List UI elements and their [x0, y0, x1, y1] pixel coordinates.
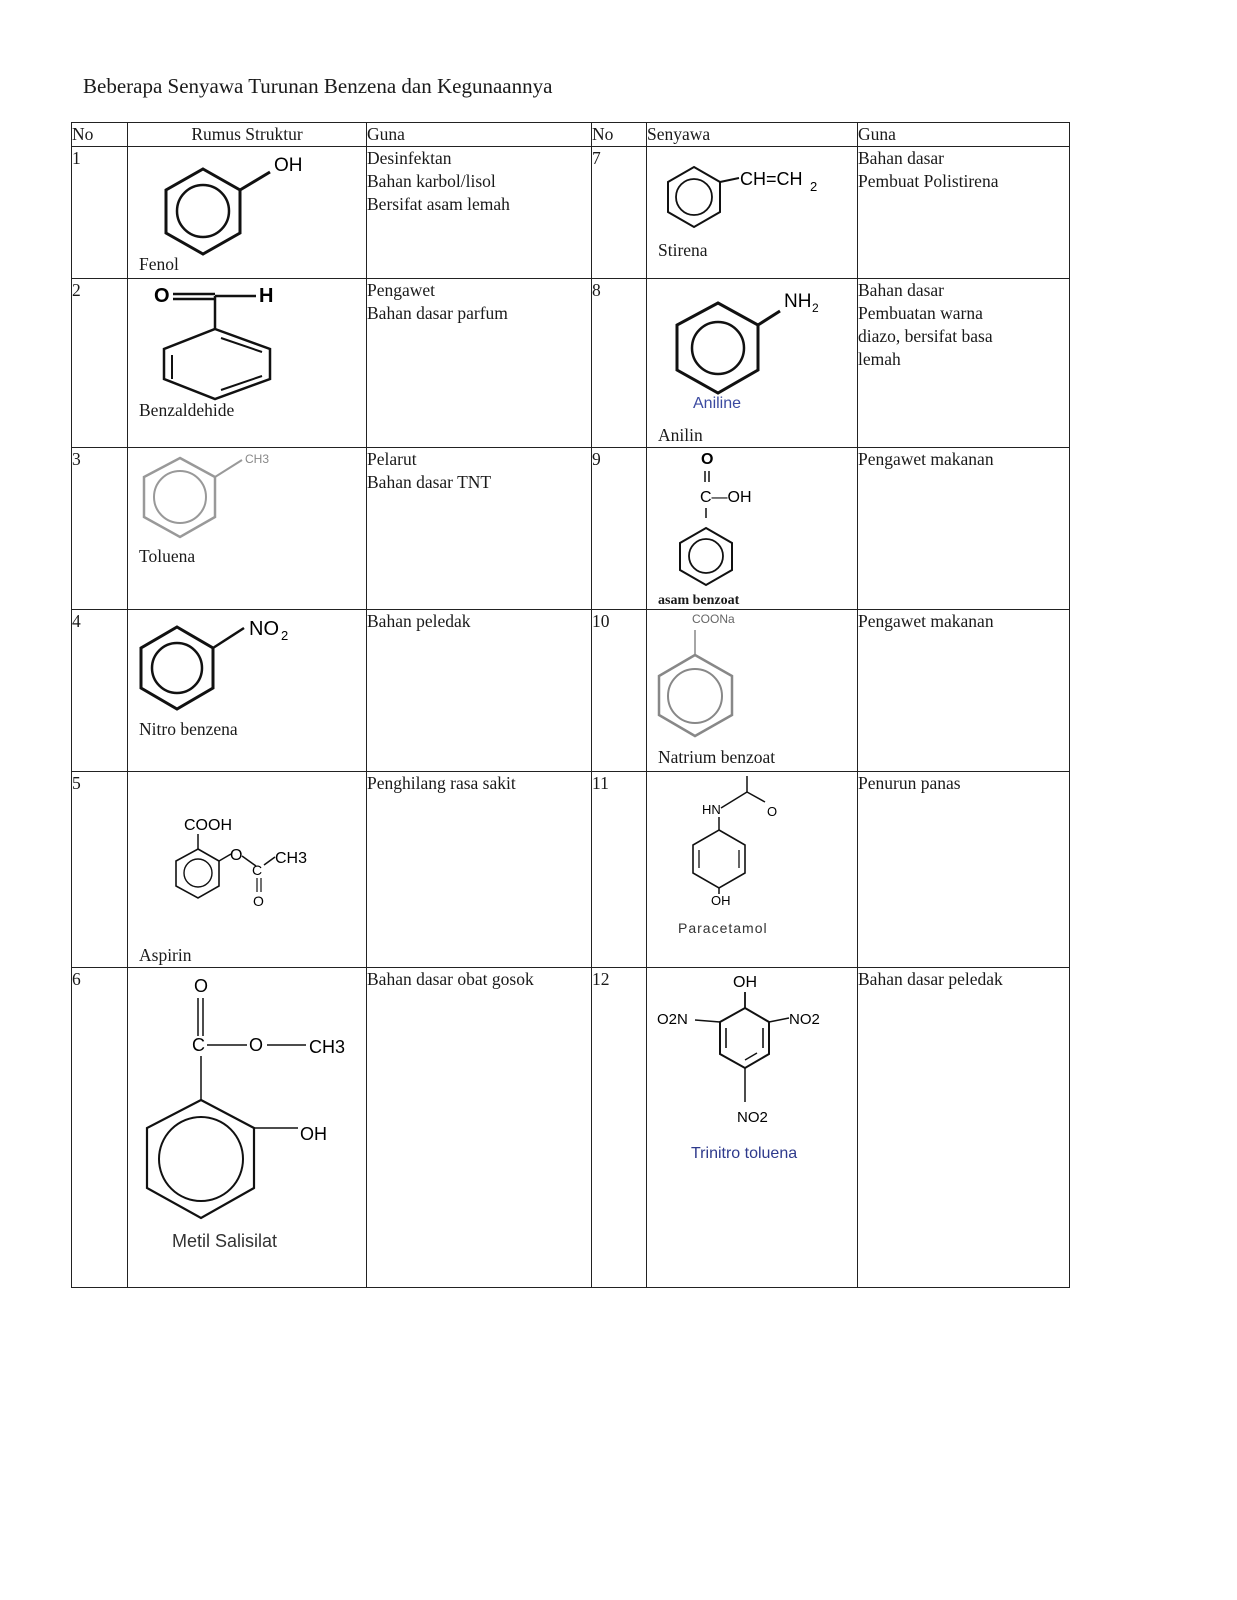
- structure-cell: [128, 448, 367, 610]
- structure-cell: [647, 610, 858, 772]
- structure-cell: [128, 610, 367, 772]
- formula-label: H: [259, 285, 274, 307]
- uses-cell: Bahan dasar obat gosok: [367, 968, 592, 1288]
- table-row: [72, 610, 1070, 772]
- formula-subscript: 2: [812, 301, 819, 315]
- uses-cell: Pengawet makanan: [858, 610, 1070, 772]
- formula-label: NO: [249, 618, 279, 640]
- compound-name: Metil Salisilat: [172, 1231, 278, 1251]
- anilin-structure: [647, 279, 858, 447]
- formula-label: CH3: [309, 1037, 346, 1057]
- formula-label: OH: [711, 893, 731, 908]
- header-row: [72, 123, 1070, 147]
- compound-name: Stirena: [658, 240, 708, 260]
- formula-label: NO2: [737, 1109, 768, 1126]
- row-number: 9: [592, 448, 647, 610]
- header-guna-right: Guna: [858, 123, 1070, 147]
- formula-label: C—OH: [700, 489, 752, 506]
- header-guna-left: Guna: [367, 123, 592, 147]
- structure-caption: Aniline: [693, 395, 742, 412]
- formula-label: HN: [702, 802, 721, 817]
- toluena-structure: [128, 448, 367, 609]
- compound-name: Paracetamol: [678, 920, 768, 936]
- row-number: 1: [72, 147, 128, 279]
- formula-label: C: [192, 1035, 205, 1055]
- formula-label: OH: [300, 1124, 327, 1144]
- table-row: [72, 968, 1070, 1288]
- table-row: [72, 772, 1070, 968]
- formula-label: CH=CH: [740, 169, 803, 189]
- structure-cell: [128, 968, 367, 1288]
- formula-label: OH: [733, 974, 757, 991]
- table-row: [72, 279, 1070, 448]
- formula-label: O: [194, 976, 209, 996]
- formula-label: CH3: [245, 452, 270, 466]
- row-number: 11: [592, 772, 647, 968]
- formula-label: O: [249, 1035, 264, 1055]
- header-no-right: No: [592, 123, 647, 147]
- structure-cell: [647, 772, 858, 968]
- trinitro-toluena-structure: [647, 968, 858, 1287]
- uses-cell: Penghilang rasa sakit: [367, 772, 592, 968]
- row-number: 6: [72, 968, 128, 1288]
- formula-label: O: [767, 804, 778, 819]
- row-number: 3: [72, 448, 128, 610]
- compound-name: Aspirin: [139, 945, 192, 965]
- uses-cell: Pelarut Bahan dasar TNT: [367, 448, 592, 610]
- formula-label: NH: [784, 291, 812, 312]
- formula-label: O: [230, 847, 243, 864]
- nitro-benzena-structure: [128, 610, 367, 771]
- uses-cell: Bahan peledak: [367, 610, 592, 772]
- compound-name: Benzaldehide: [139, 400, 235, 420]
- structure-cell: [647, 448, 858, 610]
- formula-subscript: 2: [281, 628, 289, 643]
- formula-label: O: [253, 893, 264, 909]
- compound-name: Fenol: [139, 254, 179, 274]
- row-number: 8: [592, 279, 647, 448]
- formula-subscript: 2: [810, 179, 818, 194]
- row-number: 4: [72, 610, 128, 772]
- uses-cell: Bahan dasar Pembuat Polistirena: [858, 147, 1070, 279]
- compound-name: Toluena: [139, 546, 196, 566]
- header-struktur: Rumus Struktur: [128, 123, 367, 147]
- table-row: [72, 448, 1070, 610]
- row-number: 5: [72, 772, 128, 968]
- page-title: Beberapa Senyawa Turunan Benzena dan Kegunaannya: [83, 74, 553, 98]
- uses-cell: Bahan dasar Pembuatan warna diazo, bersifat basa lemah: [858, 279, 1070, 448]
- uses-cell: Bahan dasar peledak: [858, 968, 1070, 1288]
- compound-name: Nitro benzena: [139, 719, 238, 739]
- formula-label: OH: [274, 155, 303, 176]
- aspirin-structure: [128, 772, 367, 967]
- formula-label: O: [154, 285, 170, 307]
- compound-name: asam benzoat: [658, 593, 740, 608]
- formula-label: COONa: [692, 612, 735, 626]
- compounds-table: [71, 122, 1070, 1288]
- header-no-left: No: [72, 123, 128, 147]
- uses-cell: Pengawet makanan: [858, 448, 1070, 610]
- row-number: 10: [592, 610, 647, 772]
- header-senyawa: Senyawa: [647, 123, 858, 147]
- compound-name: Natrium benzoat: [658, 747, 776, 767]
- formula-label: NO2: [789, 1011, 820, 1028]
- uses-cell: Desinfektan Bahan karbol/lisol Bersifat asam lemah: [367, 147, 592, 279]
- row-number: 2: [72, 279, 128, 448]
- formula-label: O2N: [657, 1011, 688, 1028]
- formula-label: C: [252, 862, 263, 878]
- formula-label: CH3: [275, 850, 308, 867]
- formula-label: COOH: [184, 817, 232, 834]
- structure-cell: [128, 772, 367, 968]
- table-row: [72, 147, 1070, 279]
- compound-name: Trinitro toluena: [691, 1145, 798, 1162]
- compound-name: Anilin: [658, 425, 703, 445]
- structure-cell: [647, 279, 858, 448]
- row-number: 7: [592, 147, 647, 279]
- row-number: 12: [592, 968, 647, 1288]
- structure-cell: [128, 279, 367, 448]
- asam-benzoat-structure: [647, 448, 858, 609]
- structure-cell: [647, 968, 858, 1288]
- formula-label: O: [701, 451, 714, 468]
- structure-cell: [647, 147, 858, 279]
- uses-cell: Pengawet Bahan dasar parfum: [367, 279, 592, 448]
- uses-cell: Penurun panas: [858, 772, 1070, 968]
- structure-cell: [128, 147, 367, 279]
